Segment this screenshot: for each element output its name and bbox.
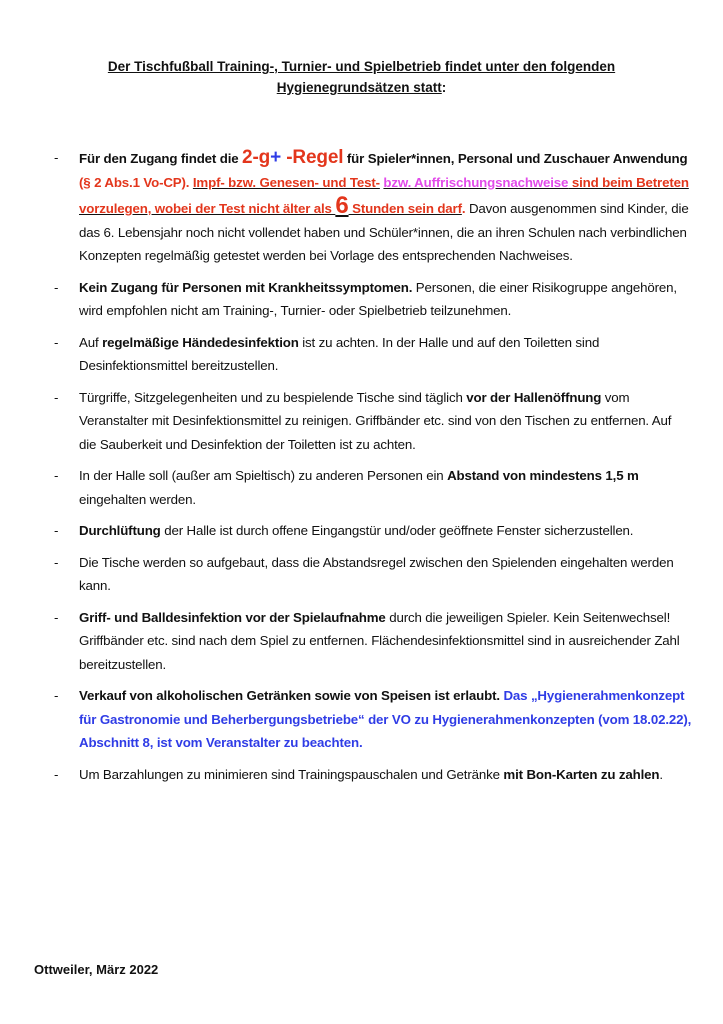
item-text: In der Halle soll (außer am Spieltisch) zu anderen Personen ein bbox=[79, 468, 448, 483]
hygiene-concept-reference: Das „Hygienerahmenkonzept für Gastronomie und Beherbergungsbetriebe“ der VO zu Hygienerahmenkonzepten (vom 18.02.22), Abschnitt 8, ist vom Veranstalter zu beachten. bbox=[79, 688, 692, 750]
list-item-no-symptoms bbox=[52, 276, 692, 323]
list-dash: - bbox=[54, 279, 59, 295]
list-item-distance bbox=[52, 464, 692, 511]
item-text: der Halle ist durch offene Eingangstür und/oder geöffnete Fenster sicherzustellen. bbox=[160, 523, 634, 538]
rule-regel: -Regel bbox=[281, 147, 344, 168]
list-dash: - bbox=[54, 554, 59, 570]
hours-dot: . bbox=[461, 201, 466, 216]
list-dash: - bbox=[54, 688, 59, 703]
item-text: Die Tische werden so aufgebaut, dass die Abstandsregel zwischen den Spielenden eingehalten werden kann. bbox=[79, 554, 674, 593]
item-bold: regelmäßige Händedesinfektion bbox=[102, 334, 299, 350]
item-text: Davon ausgenommen sind Kinder, die das 6. Lebensjahr noch nicht vollendet haben und Schüler*innen, die an ihren Schulen nach verbindlichen Konzepten regelmäßig getestet werden bei Vorlage des entsprechenden Nachweises. bbox=[79, 201, 689, 263]
legal-reference: (§ 2 Abs.1 Vo-CP). bbox=[79, 174, 190, 190]
item-text: eingehalten werden. bbox=[79, 491, 196, 507]
list-item-access-rule bbox=[52, 146, 692, 268]
item-text: für Spieler*innen, Personal und Zuschauer Anwendung bbox=[343, 151, 688, 166]
item-text: Auf bbox=[79, 334, 103, 350]
list-item-payment bbox=[52, 763, 692, 787]
rule-2g: 2-g bbox=[242, 147, 271, 168]
title-line-1: Der Tischfußball Training-, Turnier- und Spielbetrieb findet unter den folgenden bbox=[107, 59, 616, 74]
list-item-food-drinks bbox=[52, 684, 692, 755]
list-dash: - bbox=[54, 334, 59, 350]
list-dash: - bbox=[54, 523, 59, 538]
title-colon: : bbox=[441, 80, 447, 95]
item-bold: vor der Hallenöffnung bbox=[466, 389, 602, 405]
document-title bbox=[40, 56, 683, 98]
title-line-2: Hygienegrundsätzen statt bbox=[276, 80, 442, 95]
item-text: vom Veranstalter mit Desinfektionsmittel zu reinigen. Griffbänder etc. sind von den Tischen zu entfernen. Auf die Sauberkeit und Desinfektion der Toiletten ist zu achten. bbox=[79, 389, 672, 452]
list-dash: - bbox=[54, 150, 59, 165]
list-item-table-setup bbox=[52, 551, 692, 598]
list-dash: - bbox=[54, 609, 59, 625]
list-item-grip-ball-disinfection bbox=[52, 606, 692, 677]
item-dot: . bbox=[659, 766, 663, 782]
rules-list bbox=[52, 146, 692, 794]
six-hours-number: 6 bbox=[335, 192, 349, 219]
item-text: Türgriffe, Sitzgelegenheiten und zu bespielende Tische sind täglich bbox=[79, 389, 467, 405]
list-dash: - bbox=[54, 468, 59, 483]
item-bold: Griff- und Balldesinfektion vor der Spielaufnahme bbox=[79, 609, 386, 625]
booster-proof-text: bzw. Auffrischungsnachweise bbox=[383, 174, 569, 190]
item-text: ist zu achten. In der Halle und auf den Toiletten sind Desinfektionsmittel bereitzustellen. bbox=[79, 334, 600, 373]
proof-text-2: sind beim Betreten vorzulegen, wobei der Test nicht älter als bbox=[79, 174, 689, 216]
list-item-ventilation bbox=[52, 519, 692, 543]
proof-text: Impf- bzw. Genesen- und Test- bbox=[192, 174, 380, 190]
list-dash: - bbox=[54, 766, 59, 782]
hours-text: Stunden sein darf bbox=[348, 201, 462, 216]
list-item-hand-disinfection bbox=[52, 331, 692, 378]
place-date-footer: Ottweiler, März 2022 bbox=[34, 962, 159, 977]
item-bold: mit Bon-Karten zu zahlen bbox=[503, 766, 660, 782]
item-text: Personen, die einer Risikogruppe angehören, wird empfohlen nicht am Training-, Turnier- oder Spielbetrieb teilzunehmen. bbox=[79, 279, 677, 318]
item-bold: Verkauf von alkoholischen Getränken sowie von Speisen ist erlaubt. bbox=[79, 688, 500, 703]
item-text: Um Barzahlungen zu minimieren sind Trainingspauschalen und Getränke bbox=[79, 766, 504, 782]
item-bold: Kein Zugang für Personen mit Krankheitssymptomen. bbox=[79, 279, 413, 295]
item-text: Für den Zugang findet die bbox=[79, 151, 243, 166]
list-item-cleaning bbox=[52, 386, 692, 457]
item-text: durch die jeweiligen Spieler. Kein Seitenwechsel! Griffbänder etc. sind nach dem Spiel zu entfernen. Flächendesinfektionsmittel sind in ausreichender Zahl bereitzustellen. bbox=[79, 609, 680, 672]
item-bold: Abstand von mindestens 1,5 m bbox=[447, 468, 639, 483]
rule-plus: + bbox=[270, 147, 282, 168]
list-dash: - bbox=[54, 389, 59, 405]
item-bold: Durchlüftung bbox=[79, 523, 161, 538]
